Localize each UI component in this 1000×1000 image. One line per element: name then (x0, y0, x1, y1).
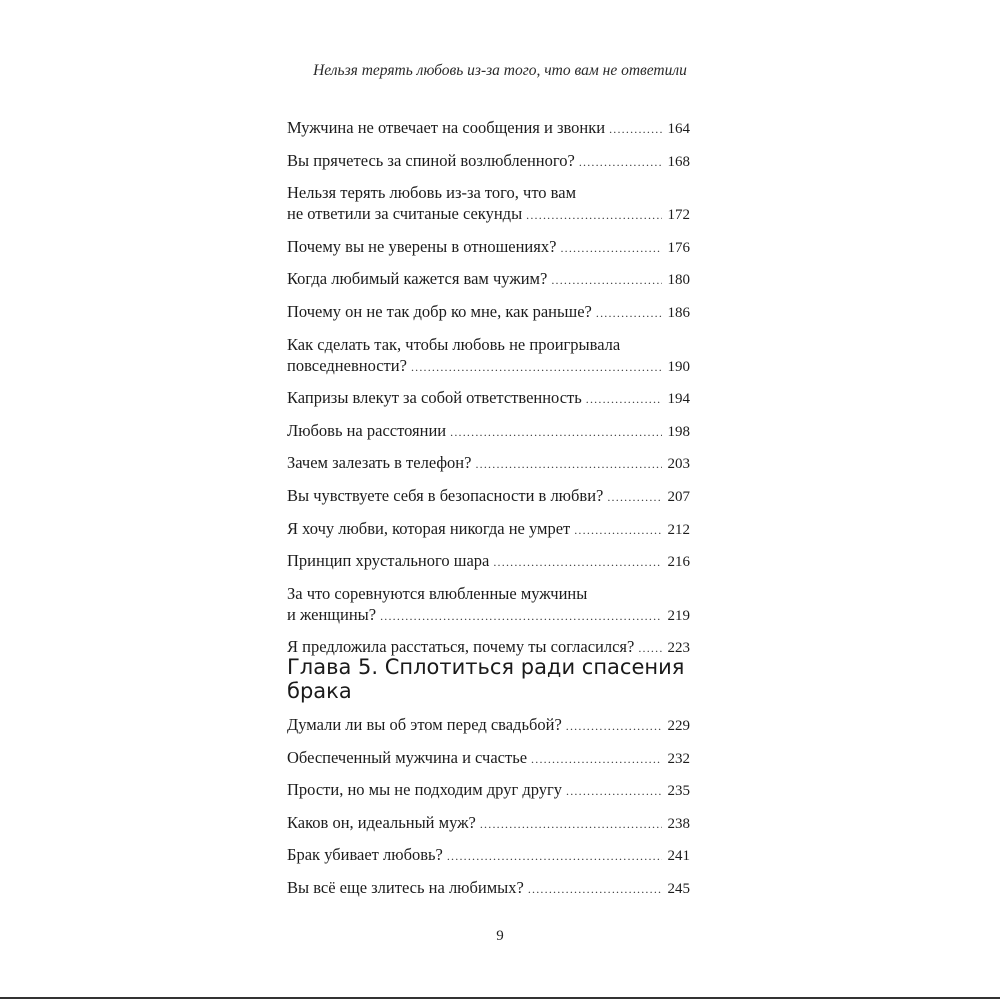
toc-entry-row (287, 301, 690, 324)
toc-entry-page-number: 223 (667, 640, 690, 657)
toc-entry (287, 583, 690, 627)
dot-leader (551, 270, 661, 291)
toc-entry-title: Брак убивает любовь? (287, 845, 443, 865)
toc-entry-title: Я хочу любви, которая никогда не умрет (287, 518, 571, 538)
toc-entry-page-number: 190 (667, 358, 690, 375)
toc-entry-row (287, 518, 690, 541)
toc-entry-page-number: 238 (667, 815, 690, 832)
toc-entry-row (287, 150, 690, 173)
toc-entry (287, 117, 690, 140)
toc-entry (287, 301, 690, 324)
toc-entry-row (287, 485, 690, 508)
toc-entry-row (287, 268, 690, 291)
toc-entry-row (287, 779, 690, 802)
toc-entry-page-number: 219 (667, 607, 690, 624)
toc-entry (287, 268, 690, 291)
toc-entry-title: не ответили за считаные секунды (287, 204, 523, 224)
toc-entry-title: Обеспеченный мужчина и счастье (287, 747, 528, 767)
toc-entry-row (287, 236, 690, 259)
dot-leader (526, 205, 661, 226)
dot-leader (574, 520, 661, 541)
dot-leader (607, 487, 661, 508)
toc-entry-title: Я предложила расстаться, почему ты согласился? (287, 637, 635, 657)
toc-entry (287, 387, 690, 410)
dot-leader (480, 814, 662, 835)
toc-entry-row (287, 387, 690, 410)
toc-entry-row (287, 452, 690, 475)
bottom-rule (0, 997, 1000, 999)
dot-leader (560, 238, 661, 259)
toc-entry-page-number: 194 (667, 391, 690, 408)
toc-entry-title: Почему вы не уверены в отношениях? (287, 236, 557, 256)
toc-list-b (287, 714, 690, 910)
toc-entry-row (287, 604, 690, 627)
toc-entry-title-line1: Нельзя терять любовь из-за того, что вам (287, 183, 577, 203)
toc-entry-page-number: 198 (667, 423, 690, 440)
toc-entry (287, 334, 690, 378)
dot-leader (411, 357, 662, 378)
toc-entry-page-number: 172 (667, 207, 690, 224)
dot-leader (586, 389, 662, 410)
dot-leader (380, 606, 661, 627)
toc-entry-page-number: 168 (667, 153, 690, 170)
dot-leader (493, 552, 661, 573)
toc-entry (287, 518, 690, 541)
toc-entry (287, 150, 690, 173)
dot-leader (566, 781, 661, 802)
toc-entry-page-number: 164 (667, 121, 690, 137)
toc-entry-page-number: 207 (667, 488, 690, 505)
toc-entry-row (287, 550, 690, 573)
toc-entry-page-number: 180 (667, 272, 690, 289)
toc-entry (287, 452, 690, 475)
toc-entry-page-number: 229 (667, 718, 690, 734)
dot-leader (450, 422, 661, 443)
toc-entry-row (287, 420, 690, 443)
dot-leader (566, 716, 662, 737)
toc-entry-row (287, 355, 690, 378)
toc-entry-title-line1: Как сделать так, чтобы любовь не проигрывала (287, 334, 621, 354)
toc-entry-page-number: 232 (667, 750, 690, 767)
toc-entry (287, 420, 690, 443)
toc-entry-row (287, 812, 690, 835)
toc-entry-title: Прости, но мы не подходим друг другу (287, 780, 563, 800)
toc-list-a (287, 117, 690, 669)
toc-entry (287, 812, 690, 835)
toc-entry-title: повседневности? (287, 355, 407, 375)
toc-entry-row (287, 117, 690, 140)
toc-entry-title: Мужчина не отвечает на сообщения и звонки (287, 118, 606, 137)
toc-entry-row (287, 844, 690, 867)
toc-entry (287, 485, 690, 508)
toc-entry (287, 747, 690, 770)
toc-entry-title: и женщины? (287, 604, 377, 624)
toc-entry-title: Вы всё еще злитесь на любимых? (287, 877, 524, 897)
toc-entry-title: Когда любимый кажется вам чужим? (287, 269, 548, 289)
toc-entry-title: Зачем залезать в телефон? (287, 453, 472, 473)
toc-entry-title: Почему он не так добр ко мне, как раньше? (287, 301, 592, 321)
dot-leader (531, 749, 661, 770)
toc-entry-page-number: 216 (667, 554, 690, 571)
toc-entry-row (287, 203, 690, 226)
toc-entry (287, 844, 690, 867)
toc-entry-title: Думали ли вы об этом перед свадьбой? (287, 715, 562, 734)
toc-entry (287, 182, 690, 226)
toc-entry (287, 714, 690, 737)
toc-entry-page-number: 241 (667, 848, 690, 865)
toc-entry-page-number: 245 (667, 880, 690, 897)
page-number: 9 (496, 928, 504, 944)
toc-entry-title: Вы чувствуете себя в безопасности в любви? (287, 485, 604, 505)
dot-leader (609, 119, 661, 140)
toc-entry-title: Принцип хрустального шара (287, 551, 490, 571)
toc-entry-page-number: 176 (667, 239, 690, 256)
toc-entry (287, 550, 690, 573)
toc-entry-title-line1: За что соревнуются влюбленные мужчины (287, 583, 588, 603)
toc-entry (287, 236, 690, 259)
toc-entry-row (287, 877, 690, 900)
toc-entry-title: Любовь на расстоянии (287, 420, 447, 440)
toc-entry-page-number: 186 (667, 304, 690, 321)
chapter-heading: Глава 5. Сплотиться ради спасения брака (287, 655, 685, 703)
running-head: Нельзя терять любовь из-за того, что вам не ответили (313, 62, 687, 79)
toc-entry-title: Каков он, идеальный муж? (287, 812, 476, 832)
dot-leader (528, 879, 662, 900)
dot-leader (475, 454, 661, 475)
dot-leader (579, 152, 662, 173)
dot-leader (596, 303, 662, 324)
toc-entry-title: Вы прячетесь за спиной возлюбленного? (287, 150, 575, 170)
toc-entry-page-number: 203 (667, 456, 690, 473)
toc-entry (287, 779, 690, 802)
toc-entry-title: Капризы влекут за собой ответственность (287, 388, 582, 408)
dot-leader (447, 846, 662, 867)
toc-entry (287, 877, 690, 900)
toc-entry-row (287, 747, 690, 770)
toc-entry-page-number: 235 (667, 783, 690, 800)
toc-entry-page-number: 212 (667, 521, 690, 538)
toc-entry-row (287, 714, 690, 737)
